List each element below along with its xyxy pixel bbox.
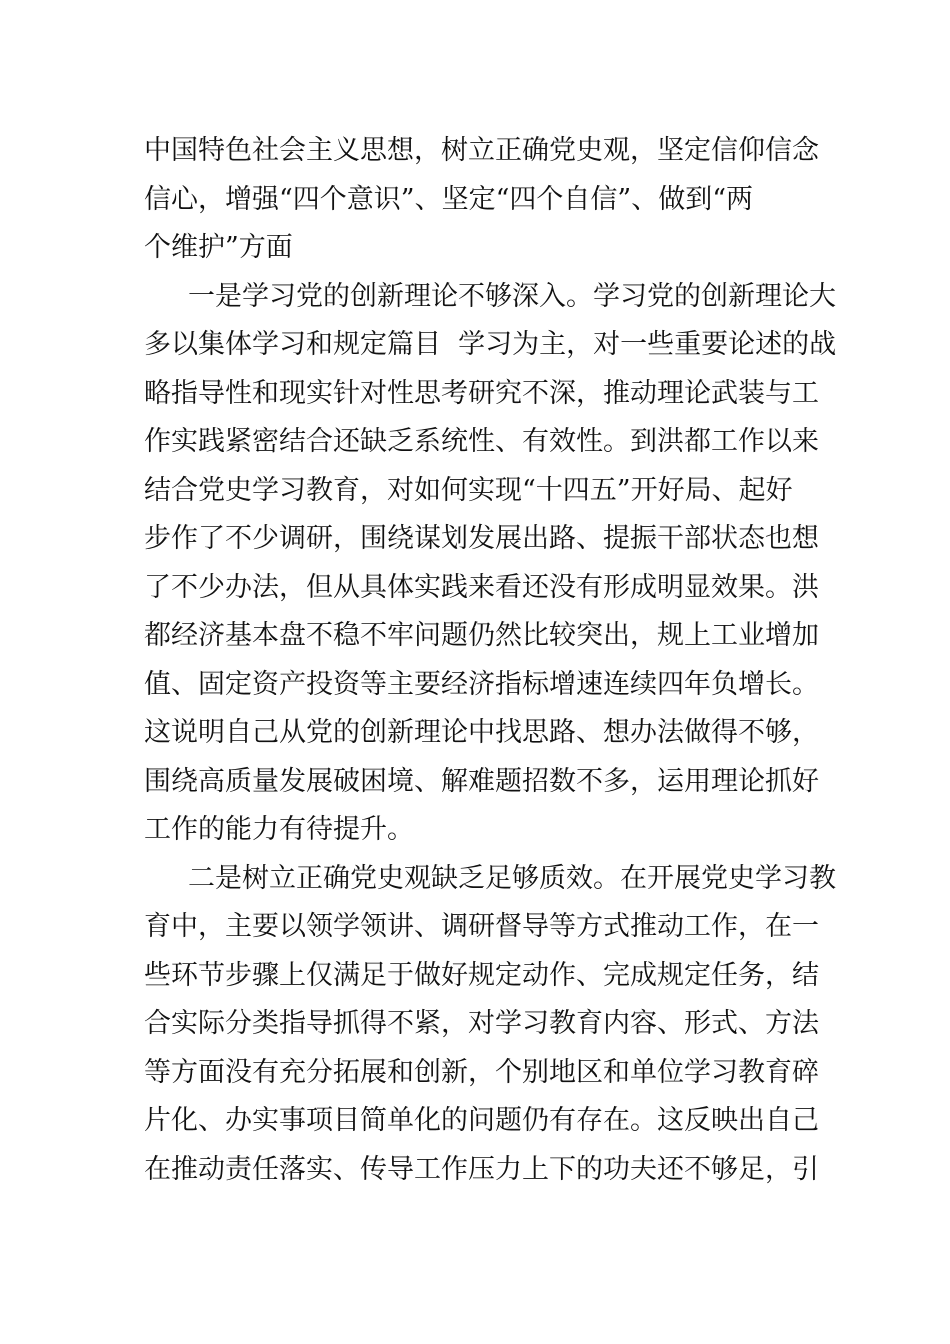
heading-line: 中国特色社会主义思想，树立正确党史观，坚定信仰信念 [144, 135, 819, 166]
paragraph-line: 一是学习党的创新理论不够深入。学习党的创新理论大 [188, 280, 836, 312]
paragraph-line: 多以集体学习和规定篇目 学习为主，对一些重要论述的战 [144, 329, 837, 360]
paragraph-line: 合实际分类指导抓得不紧，对学习教育内容、形式、方法 [144, 1008, 819, 1039]
paragraph-line: 片化、办实事项目简单化的问题仍有存在。这反映出自己 [144, 1105, 819, 1136]
paragraph-line: 在推动责任落实、传导工作压力上下的功夫还不够足，引 [144, 1153, 819, 1185]
paragraph-line: 育中，主要以领学领讲、调研督导等方式推动工作，在一 [144, 911, 819, 942]
heading-line: 个维护”方面 [144, 232, 293, 263]
heading-line: 信心，增强“四个意识”、坚定“四个自信”、做到“两 [144, 183, 754, 215]
section-heading [144, 127, 819, 273]
paragraph-1 [144, 273, 837, 855]
paragraph-2 [144, 855, 836, 1195]
paragraph-line: 结合党史学习教育，对如何实现“十四五”开好局、起好 [144, 474, 793, 506]
paragraph-line: 工作的能力有待提升。 [144, 814, 414, 845]
paragraph-line: 步作了不少调研，围绕谋划发展出路、提振干部状态也想 [144, 523, 819, 554]
paragraph-line: 略指导性和现实针对性思考研究不深，推动理论武装与工 [144, 377, 819, 409]
paragraph-line: 等方面没有充分拓展和创新，个别地区和单位学习教育碎 [144, 1056, 819, 1088]
paragraph-line: 作实践紧密结合还缺乏系统性、有效性。到洪都工作以来 [144, 426, 819, 457]
document-body [144, 127, 837, 1194]
paragraph-line: 了不少办法，但从具体实践来看还没有形成明显效果。洪 [144, 571, 819, 603]
paragraph-line: 二是树立正确党史观缺乏足够质效。在开展党史学习教 [188, 862, 836, 894]
paragraph-line: 些环节步骤上仅满足于做好规定动作、完成规定任务，结 [144, 959, 819, 991]
paragraph-line: 都经济基本盘不稳不牢问题仍然比较突出，规上工业增加 [144, 620, 819, 651]
paragraph-line: 这说明自己从党的创新理论中找思路、想办法做得不够， [144, 717, 819, 748]
paragraph-line: 围绕高质量发展破困境、解难题招数不多，运用理论抓好 [144, 765, 819, 797]
paragraph-line: 值、固定资产投资等主要经济指标增速连续四年负增长。 [144, 668, 819, 700]
